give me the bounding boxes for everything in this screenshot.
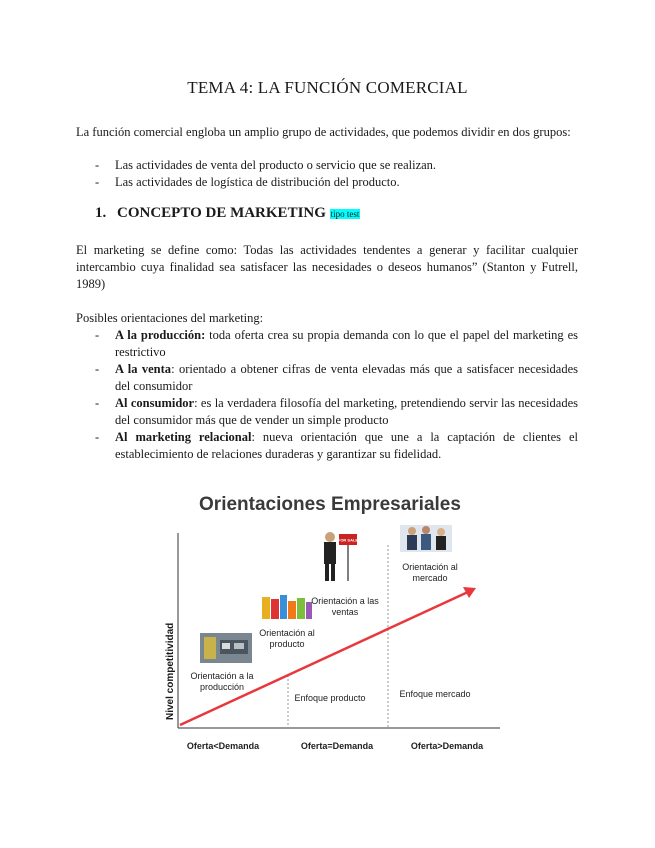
figure-graphic — [160, 525, 505, 740]
figure-title: Orientaciones Empresariales — [199, 494, 461, 515]
stage-label-producto: Orientación al producto — [259, 628, 315, 649]
stage-label-mercado: Orientación al mercado — [402, 562, 458, 583]
intro-paragraph: La función comercial engloba un amplio grupo de actividades, que podemos dividir en dos grupos: — [76, 125, 571, 139]
page-title: TEMA 4: LA FUNCIÓN COMERCIAL — [187, 78, 468, 97]
orientations-intro: Posibles orientaciones del marketing: — [76, 311, 264, 325]
market-image — [400, 525, 452, 552]
section-number: 1. — [95, 205, 107, 221]
x-label-1: Oferta<Demanda — [186, 741, 260, 751]
list-item: - Las actividades de logística de distribución del producto. — [95, 175, 400, 189]
list-item: - Las actividades de venta del producto o servicio que se realizan. — [95, 158, 437, 172]
list-item: - Al consumidor: es la verdadera filosofía del marketing, pretendiendo servir las necesidades del consumidor más que de vender un simple producto — [95, 396, 578, 427]
list-item: - Al marketing relacional: nueva orientación que une a la captación de clientes el establecimiento de relaciones duraderas y garantizar su fidelidad. — [95, 430, 578, 461]
stage-label-ventas: Orientación a las ventas — [311, 596, 379, 617]
zone-label-producto: Enfoque producto — [294, 693, 366, 703]
intro-list — [76, 157, 578, 191]
section-title: CONCEPTO DE MARKETING — [117, 205, 326, 221]
definition-paragraph: El marketing se define como: Todas las actividades tendentes a generar y facilitar cualquier intercambio cuya finalidad sea satisfacer las necesidades o deseos humanos” (Stanton y Futrell, 1989) — [76, 243, 578, 291]
x-label-2: Oferta=Demanda — [300, 741, 374, 751]
orientations-list — [76, 327, 578, 463]
highlight-tag: tipo test — [330, 209, 360, 219]
list-item: - A la producción: toda oferta crea su propia demanda con lo que el papel del marketing es restrictivo — [95, 328, 578, 359]
stage-label-produccion: Orientación a la producción — [190, 671, 254, 692]
y-axis-label: Nivel competitividad — [165, 622, 176, 720]
salesman-image — [324, 532, 358, 581]
x-label-3: Oferta>Demanda — [410, 741, 484, 751]
for-sale-sign: FOR SALE — [337, 537, 359, 543]
list-item: - A la venta: orientado a obtener cifras de venta elevadas más que a satisfacer necesidades del consumidor — [95, 362, 578, 393]
section-heading — [95, 205, 360, 222]
zone-label-mercado: Enfoque mercado — [399, 689, 471, 699]
factory-image — [200, 633, 252, 663]
